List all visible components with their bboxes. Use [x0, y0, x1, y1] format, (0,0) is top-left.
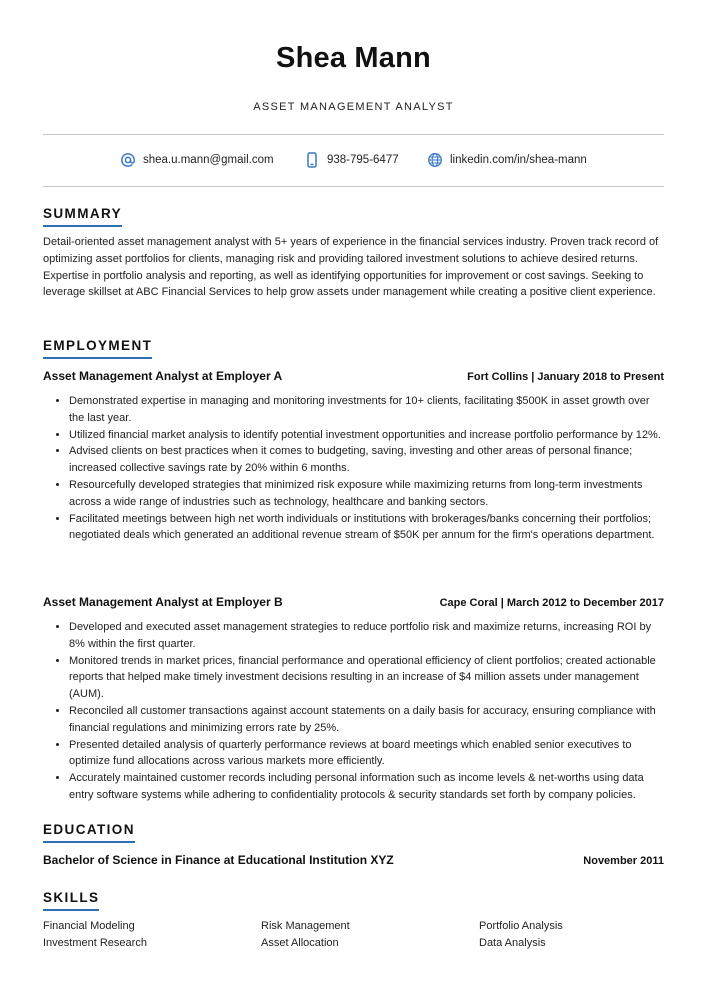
job-title: Asset Management Analyst at Employer B	[43, 595, 283, 609]
contact-linkedin[interactable]	[427, 149, 587, 171]
job-title: ASSET MANAGEMENT ANALYST	[253, 101, 454, 113]
summary-text: Detail-oriented asset management analyst with 5+ years of experience in the financial services industry. Proven track record of optimizing asset portfolios for clients, managing risk and providing tailored investment solutions to achieve desired returns. Expertise in portfolio analysis and reporting, as well as identifying opportunities for improvement or cost savings. Seeking to leverage skillset at ABC Financial Services to help grow assets under management while creating a positive client experience.	[43, 236, 659, 299]
graduation-date: November 2011	[583, 855, 664, 867]
phone-icon	[304, 152, 320, 168]
skill-item: Data Analysis	[479, 936, 546, 949]
bullet-item: • Accurately maintained customer records including personal information such as income levels & net-worths using data entry software systems while adhering to confidentiality protocols & security standards set forth by company policies.	[69, 770, 664, 804]
divider	[43, 186, 664, 187]
bullet-item: • Advised clients on best practices when it comes to budgeting, saving, investing and other areas of personal finance; increased collective savings rate by 20% within 6 months.	[69, 443, 664, 477]
bullet-item: • Monitored trends in market prices, financial performance and operational efficiency of client portfolios; created actionable reports that helped make timely investment decisions resulting in an increase of $4 million assets under management (AUM).	[69, 653, 664, 703]
skill-item: Financial Modeling	[43, 920, 135, 932]
job-header	[43, 595, 664, 609]
phone-text: 938-795-6477	[327, 154, 399, 166]
degree: Bachelor of Science in Finance at Educational Institution XYZ	[43, 853, 394, 867]
job-location-dates: Fort Collins | January 2018 to Present	[467, 371, 664, 383]
contact-bar	[0, 149, 707, 171]
skill-item: Portfolio Analysis	[479, 920, 563, 932]
job-title: Asset Management Analyst at Employer A	[43, 369, 283, 383]
bullet-item: • Resourcefully developed strategies that minimized risk exposure while maximizing returns from long-term investments across a wide range of industries such as technology, healthcare and banking sectors.	[69, 477, 664, 511]
skill-item: Risk Management	[261, 920, 350, 932]
skill-item: Asset Allocation	[261, 936, 339, 949]
section-heading: EDUCATION	[43, 822, 135, 843]
bullet-item: • Reconciled all customer transactions against account statements on a daily basis for accuracy, ensuring compliance with financial regulations and minimizing errors rate by 25%.	[69, 703, 664, 737]
education-entry	[43, 853, 664, 867]
divider	[43, 134, 664, 135]
email-text: shea.u.mann@gmail.com	[143, 154, 274, 166]
bullet-item: • Facilitated meetings between high net worth individuals or institutions with brokerages/banks concerning their portfolios; negotiated deals which generated an additional revenue stream of $50K per annum for the firm's operations department.	[69, 511, 664, 545]
contact-email[interactable]	[120, 149, 274, 171]
bullet-item: • Demonstrated expertise in managing and monitoring investments for 10+ clients, facilitating $500K in asset growth over the last year.	[69, 393, 664, 427]
bullet-item: • Presented detailed analysis of quarterly performance reviews at board meetings which enabled senior executives to optimize fund allocations across various markets more efficiently.	[69, 737, 664, 771]
section-heading: EMPLOYMENT	[43, 338, 152, 359]
contact-phone[interactable]	[304, 149, 399, 171]
linkedin-text: linkedin.com/in/shea-mann	[450, 154, 587, 166]
job-header	[43, 369, 664, 383]
globe-icon	[427, 152, 443, 168]
job-bullets	[43, 619, 664, 804]
employment-section	[43, 337, 664, 359]
section-heading: SKILLS	[43, 890, 99, 911]
job-location-dates: Cape Coral | March 2012 to December 2017	[439, 597, 664, 609]
skills-section	[43, 889, 664, 911]
bullet-item: • Utilized financial market analysis to identify potential investment opportunities and increase portfolio performance by 12%.	[69, 427, 664, 444]
skill-item: Investment Research	[43, 936, 147, 949]
skills-list	[43, 918, 664, 952]
bullet-item: • Developed and executed asset management strategies to reduce portfolio risk and maximize returns, increasing ROI by 8% within the first quarter.	[69, 619, 664, 653]
job-bullets	[43, 393, 664, 544]
candidate-name: Shea Mann	[276, 42, 431, 74]
at-sign-icon	[120, 152, 136, 168]
section-heading: SUMMARY	[43, 206, 122, 227]
summary-section	[43, 205, 664, 227]
education-section	[43, 821, 664, 843]
